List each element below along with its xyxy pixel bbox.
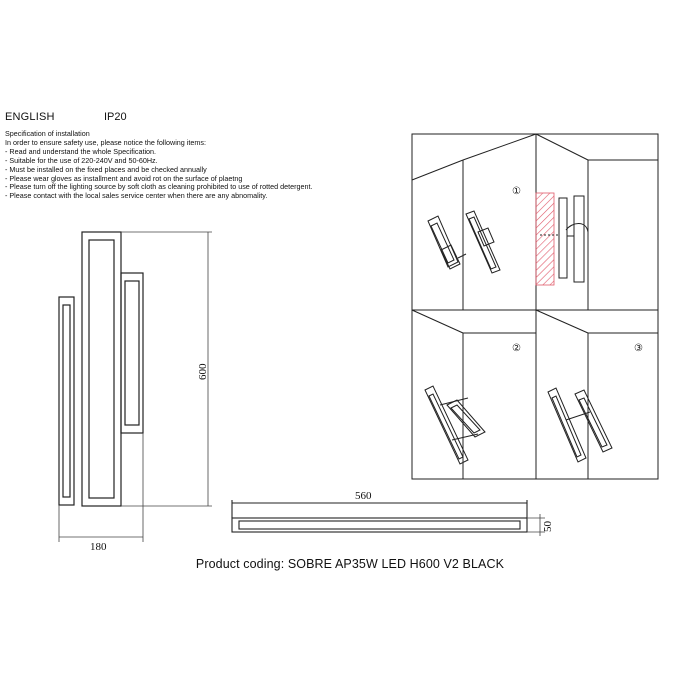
lamp-side-frame-inner: [125, 281, 139, 425]
width-label: 180: [90, 541, 107, 553]
spec-line-2: - Suitable for the use of 220-240V and 50-60Hz.: [5, 155, 158, 165]
step1-marker: ①: [512, 186, 521, 197]
width-dimension: [59, 433, 143, 542]
depth-label: 50: [542, 521, 554, 532]
wall-hatch: [536, 193, 554, 285]
step2-lamp-parts: [425, 386, 485, 464]
lamp-back-frame: [59, 297, 74, 505]
length-label: 560: [355, 490, 372, 502]
product-coding: Product coding: SOBRE AP35W LED H600 V2 BLACK: [195, 557, 505, 571]
step3-lamp-parts: [548, 388, 612, 462]
ip-rating-label: IP20: [104, 111, 127, 123]
spec-line-4: - Please wear gloves as installment and avoid rot on the surface of plaetng: [5, 173, 243, 183]
lamp-side-view: [232, 500, 527, 532]
lamp-main-frame-inner: [89, 240, 114, 498]
spec-line-0: In order to ensure safety use, please notice the following items:: [5, 137, 206, 147]
height-label: 600: [197, 363, 209, 380]
lamp-side-frame: [121, 273, 143, 433]
step3-marker: ③: [634, 343, 643, 354]
specification-title: Specification of installation: [5, 129, 90, 138]
spec-line-3: - Must be installed on the fixed places and be checked annually: [5, 164, 207, 174]
step1-lamp-parts: [428, 211, 500, 273]
language-label: ENGLISH: [5, 111, 55, 123]
spec-line-5: - Please turn off the lighting source by soft cloth as cleaning prohibited to use of rotted detergent.: [5, 182, 313, 192]
lamp-back-frame-inner: [63, 305, 70, 497]
spec-line-6: - Please contact with the local sales service center when there are any abnomality.: [5, 191, 268, 201]
lamp-main-frame: [82, 232, 121, 506]
lamp-front-view: [59, 232, 143, 506]
spec-line-1: - Read and understand the whole Specification.: [5, 146, 157, 156]
step2-marker: ②: [512, 343, 521, 354]
